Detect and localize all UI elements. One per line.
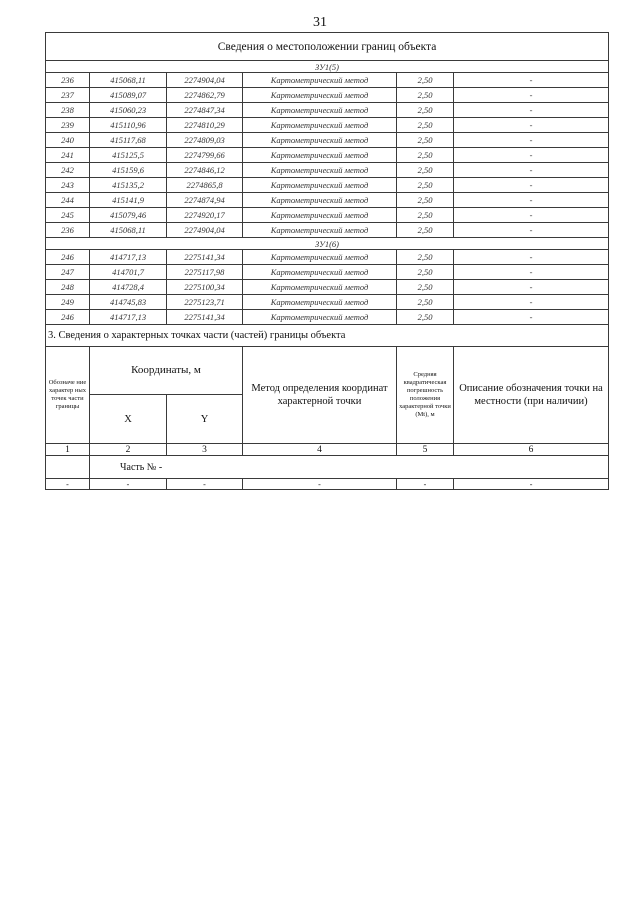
table-cell: 2274862,79 <box>167 88 243 103</box>
table-cell: 248 <box>46 280 90 295</box>
table-row <box>46 118 609 133</box>
table-cell: - <box>454 148 609 163</box>
parcel-label: ЗУ1(5) <box>46 61 609 73</box>
table-cell: 245 <box>46 208 90 223</box>
table-cell: Картометрический метод <box>243 163 397 178</box>
table-cell: 415068,11 <box>90 73 167 88</box>
table-cell: 2,50 <box>397 208 454 223</box>
table-cell: - <box>454 118 609 133</box>
table-cell: Картометрический метод <box>243 193 397 208</box>
table-cell: 415125,5 <box>90 148 167 163</box>
header-method: Метод определения координат характерной точки <box>243 347 397 444</box>
table-cell: Картометрический метод <box>243 250 397 265</box>
table-cell: - <box>90 479 167 490</box>
table-row <box>46 178 609 193</box>
table-row <box>46 280 609 295</box>
table-cell: Картометрический метод <box>243 295 397 310</box>
table-cell: 2274846,12 <box>167 163 243 178</box>
table-cell: 244 <box>46 193 90 208</box>
part-label: Часть № - <box>90 456 609 479</box>
table-row <box>46 479 609 490</box>
table-cell: 247 <box>46 265 90 280</box>
table-cell: Картометрический метод <box>243 118 397 133</box>
table-cell: 2274874,94 <box>167 193 243 208</box>
table-cell: - <box>454 208 609 223</box>
table-cell: 414728,4 <box>90 280 167 295</box>
table-title: Сведения о местоположении границ объекта <box>46 33 609 61</box>
table-cell: 2274799,66 <box>167 148 243 163</box>
section3-title: 3. Сведения о характерных точках части (частей) границы объекта <box>46 325 609 347</box>
table-cell: 237 <box>46 88 90 103</box>
table-cell: 2,50 <box>397 73 454 88</box>
table-row <box>46 73 609 88</box>
table-cell: 2274904,04 <box>167 73 243 88</box>
table-cell: 415110,96 <box>90 118 167 133</box>
table-row <box>46 133 609 148</box>
table-cell: - <box>454 73 609 88</box>
table-cell: Картометрический метод <box>243 148 397 163</box>
table-cell: 2275123,71 <box>167 295 243 310</box>
boundary-table <box>45 32 609 490</box>
table-cell: 2,50 <box>397 118 454 133</box>
table-cell: 2275100,34 <box>167 280 243 295</box>
table-cell: 2,50 <box>397 148 454 163</box>
table-cell: - <box>454 295 609 310</box>
column-number: 5 <box>397 444 454 456</box>
table-cell: 242 <box>46 163 90 178</box>
table-cell: 2274809,03 <box>167 133 243 148</box>
table-row <box>46 163 609 178</box>
table-cell: 2274865,8 <box>167 178 243 193</box>
table-cell: Картометрический метод <box>243 73 397 88</box>
table-cell: - <box>454 193 609 208</box>
table-cell: 415117,68 <box>90 133 167 148</box>
table-cell: 2,50 <box>397 265 454 280</box>
table-cell: Картометрический метод <box>243 103 397 118</box>
column-number: 2 <box>90 444 167 456</box>
table-cell: 414745,83 <box>90 295 167 310</box>
table-cell: 249 <box>46 295 90 310</box>
header-x: X <box>90 395 167 444</box>
table-cell: Картометрический метод <box>243 280 397 295</box>
table-cell: - <box>454 178 609 193</box>
table-cell: Картометрический метод <box>243 265 397 280</box>
table-cell: - <box>243 479 397 490</box>
table-row <box>46 208 609 223</box>
table-cell: Картометрический метод <box>243 178 397 193</box>
table-cell: 246 <box>46 250 90 265</box>
table-cell: - <box>454 310 609 325</box>
table-cell: 2,50 <box>397 88 454 103</box>
column-number: 3 <box>167 444 243 456</box>
table-row <box>46 250 609 265</box>
table-cell: Картометрический метод <box>243 223 397 238</box>
table-cell: 236 <box>46 73 90 88</box>
table-cell: 415135,2 <box>90 178 167 193</box>
table-cell: 2274904,04 <box>167 223 243 238</box>
table-cell: Картометрический метод <box>243 133 397 148</box>
table-cell: 246 <box>46 310 90 325</box>
header-y: Y <box>167 395 243 444</box>
table-cell: 415159,6 <box>90 163 167 178</box>
table-row <box>46 295 609 310</box>
table-cell: 241 <box>46 148 90 163</box>
table-cell: - <box>454 250 609 265</box>
table-cell: 2,50 <box>397 295 454 310</box>
table-cell: - <box>454 280 609 295</box>
column-number: 1 <box>46 444 90 456</box>
table-cell: 415068,11 <box>90 223 167 238</box>
page-number: 31 <box>313 15 327 30</box>
table-cell: 2,50 <box>397 280 454 295</box>
parcel-label: ЗУ1(6) <box>46 238 609 250</box>
header-point-label: Обозначе ние характер ных точек части границы <box>46 347 90 444</box>
table-cell: 414717,13 <box>90 310 167 325</box>
table-cell: Картометрический метод <box>243 310 397 325</box>
table-cell: Картометрический метод <box>243 208 397 223</box>
table-cell: 414701,7 <box>90 265 167 280</box>
table-cell: 2,50 <box>397 193 454 208</box>
table-cell: 2,50 <box>397 133 454 148</box>
table-cell: 415089,07 <box>90 88 167 103</box>
table-cell: 415079,46 <box>90 208 167 223</box>
table-cell: 2,50 <box>397 310 454 325</box>
table-cell: 415141,9 <box>90 193 167 208</box>
table-cell: 238 <box>46 103 90 118</box>
table-row <box>46 148 609 163</box>
header-coordinates: Координаты, м <box>90 347 243 395</box>
table-cell: 2,50 <box>397 223 454 238</box>
header-accuracy: Средняя квадратическая погрешность положения характерной точки (Mt), м <box>397 347 454 444</box>
column-number: 6 <box>454 444 609 456</box>
table-cell: 414717,13 <box>90 250 167 265</box>
column-number-row <box>46 444 609 456</box>
table-row <box>46 223 609 238</box>
table-cell: 240 <box>46 133 90 148</box>
table-cell: - <box>167 479 243 490</box>
table-cell: 2,50 <box>397 178 454 193</box>
table-cell: - <box>454 479 609 490</box>
table-cell: - <box>454 163 609 178</box>
table-cell: 2,50 <box>397 163 454 178</box>
table-cell: - <box>46 479 90 490</box>
table-cell: 2275141,34 <box>167 250 243 265</box>
header-description: Описание обозначения точки на местности (при наличии) <box>454 347 609 444</box>
table-cell: 2274810,29 <box>167 118 243 133</box>
table-cell: 2274847,34 <box>167 103 243 118</box>
table-row <box>46 265 609 280</box>
table-cell: - <box>397 479 454 490</box>
table-cell: - <box>454 265 609 280</box>
table-cell: 2,50 <box>397 103 454 118</box>
table-cell: - <box>454 88 609 103</box>
table-cell: 2274920,17 <box>167 208 243 223</box>
table-row <box>46 193 609 208</box>
table-cell: - <box>454 223 609 238</box>
table-row <box>46 103 609 118</box>
table-cell: 2275141,34 <box>167 310 243 325</box>
table-cell: - <box>454 103 609 118</box>
table-cell: 2275117,98 <box>167 265 243 280</box>
table-cell: Картометрический метод <box>243 88 397 103</box>
table-cell: 243 <box>46 178 90 193</box>
column-number: 4 <box>243 444 397 456</box>
table-row <box>46 88 609 103</box>
table-cell: - <box>454 133 609 148</box>
table-row <box>46 310 609 325</box>
table-cell: 2,50 <box>397 250 454 265</box>
table-cell: 236 <box>46 223 90 238</box>
table-cell: 239 <box>46 118 90 133</box>
table-cell: 415060,23 <box>90 103 167 118</box>
